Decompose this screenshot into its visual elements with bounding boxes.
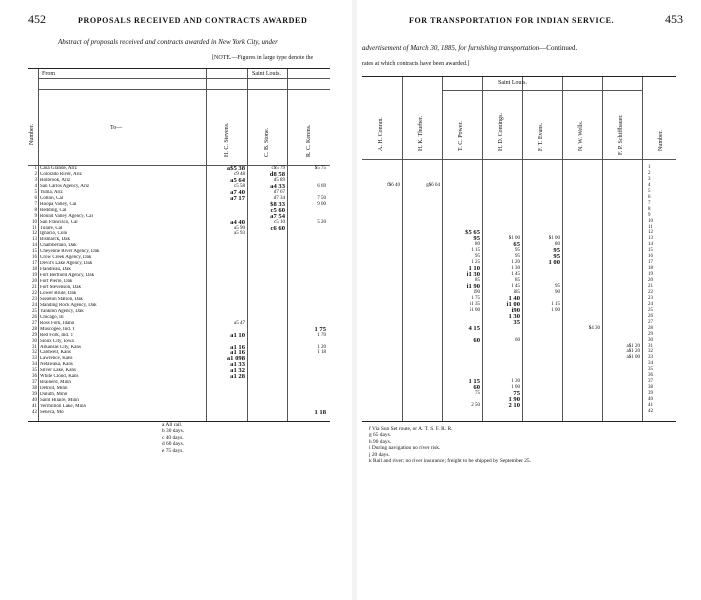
row-number: 11 xyxy=(648,224,653,230)
table-body xyxy=(28,166,330,416)
rate-cell: c9 48 xyxy=(234,171,245,177)
row-number: 31 xyxy=(32,344,37,350)
destination-name: Duluth, Minn xyxy=(40,392,68,398)
destination-name: Lawrence, Kans xyxy=(40,356,73,362)
destination-name: Chamberlain, Dak xyxy=(40,243,77,249)
row-number: 41 xyxy=(32,404,37,409)
row-number: 42 xyxy=(32,409,37,415)
rate-cell: 75 xyxy=(513,390,520,398)
rate-cell: 1 45 xyxy=(511,284,520,289)
row-number: 4 xyxy=(34,183,37,189)
destination-name: Saint Hilaire, Minn xyxy=(40,398,79,404)
row-number: 29 xyxy=(32,332,37,338)
rate-cell: d7 67 xyxy=(273,189,285,195)
destination-name: Bismarck, Dak xyxy=(40,237,70,243)
destination-name: Seneca, Mo xyxy=(40,409,64,415)
row-number: 39 xyxy=(648,391,653,397)
page-number: 453 xyxy=(665,12,683,26)
row-number: 7 xyxy=(648,200,651,206)
rate-cell: c5 10 xyxy=(274,219,285,225)
footnotes xyxy=(369,426,531,464)
destination-name: Colorado River, Ariz xyxy=(40,171,82,177)
destination-name: Colton, Cal xyxy=(40,195,64,201)
row-number: 22 xyxy=(648,289,653,295)
row-number: 35 xyxy=(32,368,37,374)
row-number: 2 xyxy=(34,171,37,177)
row-number: 15 xyxy=(32,249,37,255)
row-number: 41 xyxy=(648,403,653,408)
rate-cell: 1 25 xyxy=(471,260,480,266)
table-row xyxy=(28,410,330,416)
table-caption: Abstract of proposals received and contracts awarded in New York City, under xyxy=(58,38,278,46)
destination-name: San Francisco, Cal xyxy=(40,219,78,225)
rate-cell: 1 20 xyxy=(511,260,520,266)
footnotes xyxy=(162,422,184,454)
row-number: 16 xyxy=(648,254,653,260)
rate-cell: $1 00 xyxy=(508,236,520,242)
rate-cell: 60 xyxy=(515,337,520,343)
table-note: [NOTE.—Figures in large type denote the xyxy=(212,55,314,61)
destination-name: Yuma, Ariz xyxy=(40,189,63,195)
rate-cell: 1 15 xyxy=(468,378,480,386)
rate-cell: c$5 79 xyxy=(271,166,285,171)
destination-name: Redding, Cal xyxy=(40,207,67,213)
rate-cell: 90 xyxy=(555,289,560,295)
destination-name: Detroit, Minn xyxy=(40,386,68,392)
row-number: 40 xyxy=(648,397,653,403)
rate-cell: 95 xyxy=(555,284,560,289)
destination-name: Ross Fork, Idaho xyxy=(40,320,75,326)
table-row xyxy=(362,409,676,415)
rate-cell: 95 xyxy=(515,248,520,254)
footnote: b 30 days. xyxy=(162,428,185,435)
row-number: 32 xyxy=(648,349,653,355)
bidder-header: N. W. Wells. xyxy=(578,120,584,151)
destination-name: Caldwell, Kans xyxy=(40,350,71,356)
row-number: 38 xyxy=(648,385,653,391)
rate-cell: 9 00 xyxy=(317,201,326,207)
row-number: 27 xyxy=(648,319,653,325)
row-number: 23 xyxy=(32,296,37,302)
row-number: 1 xyxy=(34,166,37,171)
row-number: 5 xyxy=(648,188,651,194)
row-number: 18 xyxy=(32,267,37,273)
destination-name: Brainerd, Minn xyxy=(40,380,71,386)
rate-cell: a$1 00 xyxy=(626,355,640,361)
destination-name: Sioux City, Iowa xyxy=(40,338,74,344)
row-number: 2 xyxy=(648,170,651,176)
row-number: 27 xyxy=(32,320,37,326)
rate-cell: 75 xyxy=(475,391,480,397)
footnote: g 65 days. xyxy=(369,432,392,439)
rate-cell: i1 00 xyxy=(506,300,520,308)
footnote: d 60 days. xyxy=(162,441,185,448)
rate-cell: a1 10 xyxy=(230,331,245,339)
destination-name: White Cloud, Kans xyxy=(40,374,79,380)
row-number: 13 xyxy=(32,237,37,243)
row-number: 42 xyxy=(648,408,653,414)
row-number: 8 xyxy=(34,207,37,213)
rate-cell: 5 20 xyxy=(317,219,326,225)
row-number: 22 xyxy=(32,290,37,296)
row-number: 21 xyxy=(32,285,37,290)
rate-cell: 7 50 xyxy=(317,195,326,201)
page-number: 452 xyxy=(28,12,46,26)
rate-cell: 6 69 xyxy=(317,183,326,189)
footnote: c 40 days. xyxy=(162,434,184,441)
row-number: 7 xyxy=(34,201,37,207)
table-caption: advertisement of March 30, 1885, for furnishing transportation—Continued. xyxy=(362,44,578,52)
row-number: 6 xyxy=(648,194,651,200)
rate-cell: d7 34 xyxy=(273,195,285,201)
row-number: 4 xyxy=(648,182,651,188)
bidder-header: H. K. Thurber. xyxy=(418,115,424,151)
footnote: f Via Sun Set route, or A. T. S. F. R. R. xyxy=(369,426,453,432)
row-number: 24 xyxy=(648,301,653,307)
destination-name: Flandreau, Dak xyxy=(40,267,71,273)
bidder-header: F. P. Schiffbauer. xyxy=(618,114,624,155)
table-body xyxy=(362,165,676,415)
destination-name: Cheyenne River Agency, Dak xyxy=(40,249,100,255)
rate-cell: $1 00 xyxy=(548,236,560,242)
rate-cell: a4 33 xyxy=(270,182,285,190)
row-number: 20 xyxy=(32,279,37,285)
row-number: 30 xyxy=(32,338,37,344)
row-number: 28 xyxy=(648,325,653,331)
row-number: 39 xyxy=(32,392,37,398)
rate-cell: a4 40 xyxy=(230,218,245,226)
row-number: 33 xyxy=(648,355,653,361)
rate-cell: 1 20 xyxy=(317,344,326,350)
row-number: 9 xyxy=(648,212,651,218)
right-page xyxy=(357,0,701,600)
destination-name: Arkansas City, Kans xyxy=(40,344,81,350)
row-number: 21 xyxy=(648,284,653,289)
rate-cell: 60 xyxy=(473,384,480,392)
rate-cell: 1 75 xyxy=(471,295,480,301)
footnote: j 20 days. xyxy=(369,451,390,458)
destination-name: Holbrook, Ariz xyxy=(40,177,71,183)
row-number: 37 xyxy=(648,379,653,385)
row-number: 8 xyxy=(648,206,651,212)
row-number: 1 xyxy=(648,165,651,170)
rate-cell: 95 xyxy=(553,253,560,261)
rate-cell: 1 00 xyxy=(551,307,560,313)
destination-name: Crow Creek Agency, Dak xyxy=(40,255,92,261)
rate-cell: i1 00 xyxy=(469,307,480,313)
to-header: To— xyxy=(110,125,123,131)
rate-cell: c5 60 xyxy=(270,206,285,214)
footnote: k Rail and river; no river insurance; freight to be shipped by September 25. xyxy=(369,458,531,465)
destination-name: San Carlos Agency, Ariz xyxy=(40,183,90,189)
rate-cell: 1 40 xyxy=(508,294,520,302)
rate-cell: $5 65 xyxy=(465,229,480,237)
row-number: 28 xyxy=(32,326,37,332)
rate-cell: a1 33 xyxy=(230,361,245,369)
destination-name: Lower Brulé, Dak xyxy=(40,290,77,296)
row-number: 36 xyxy=(648,373,653,379)
rate-cell: 95 xyxy=(475,254,480,260)
rate-cell: 85 xyxy=(475,278,480,284)
destination-name: Muscogee, Ind. T xyxy=(40,326,76,332)
bidder-header: R. C. Kerens. xyxy=(306,124,312,157)
row-number: 25 xyxy=(648,307,653,313)
row-number: 31 xyxy=(648,343,653,349)
row-number: 12 xyxy=(648,230,653,236)
bidder-header: A. H. Conran. xyxy=(378,117,384,151)
rates-table-right xyxy=(362,76,676,422)
row-number: 25 xyxy=(32,308,37,314)
from-header: From xyxy=(42,71,56,77)
row-number: 36 xyxy=(32,374,37,380)
row-number: 14 xyxy=(32,243,37,249)
row-number: 13 xyxy=(648,236,653,242)
rate-cell: a5 93 xyxy=(234,231,245,237)
rate-cell: i1 30 xyxy=(466,271,480,279)
bidder-header: H. C. Stevens. xyxy=(224,122,230,157)
rate-cell: 1 15 xyxy=(551,301,560,307)
rate-cell: 1 10 xyxy=(468,265,480,273)
rate-cell: a$1 20 xyxy=(626,343,640,349)
destination-name: Ignacio, Colo xyxy=(40,231,68,237)
number-header: Number. xyxy=(29,124,35,145)
rate-cell: i90 xyxy=(473,289,480,295)
row-number: 16 xyxy=(32,255,37,261)
rate-cell: a7 54 xyxy=(270,212,285,220)
rate-cell: 1 00 xyxy=(511,385,520,391)
bidder-header: F. T. Evans. xyxy=(538,122,544,151)
destination-name: Yankton Agency, Dak xyxy=(40,308,84,314)
row-number: 10 xyxy=(32,219,37,225)
destination-name: Fort Pierre, Dak xyxy=(40,279,73,285)
row-number: 6 xyxy=(34,195,37,201)
row-number: 37 xyxy=(32,380,37,386)
row-number: 12 xyxy=(32,231,37,237)
destination-name: Devil's Lake Agency, Dak xyxy=(40,261,93,267)
row-number: 3 xyxy=(648,176,651,182)
row-number: 19 xyxy=(648,272,653,278)
rate-cell: 80 xyxy=(555,242,560,248)
row-number: 26 xyxy=(648,313,653,319)
rate-cell: 4 15 xyxy=(468,324,480,332)
row-number: 23 xyxy=(648,295,653,301)
rate-cell: 95 xyxy=(553,247,560,255)
rate-cell: 85 xyxy=(515,278,520,284)
rate-cell: d5 89 xyxy=(273,177,285,183)
row-number: 11 xyxy=(32,225,37,231)
rate-cell: i90 xyxy=(511,306,520,314)
rate-cell: 1 75 xyxy=(314,325,326,333)
destination-name: Standing Rock Agency, Dak xyxy=(40,302,97,308)
footnote: i During navigation no river risk. xyxy=(369,445,441,452)
bidder-header: C. B. Stone. xyxy=(264,127,270,157)
row-number: 5 xyxy=(34,189,37,195)
footnote: a All rail. xyxy=(162,422,183,428)
destination-name: Fort Berthold Agency, Dak xyxy=(40,273,95,279)
rate-cell: c6 60 xyxy=(270,224,285,232)
row-number: 34 xyxy=(32,362,37,368)
footnote: e 75 days. xyxy=(162,447,184,454)
row-number: 14 xyxy=(648,242,653,248)
destination-name: Casa Grande, Ariz xyxy=(40,166,77,171)
destination-name: Red Fork, Ind. T xyxy=(40,332,74,338)
rate-cell: a1 16 xyxy=(230,349,245,357)
rate-cell: 95 xyxy=(473,235,480,243)
rate-cell: g$6 64 xyxy=(426,182,440,188)
row-number: 3 xyxy=(34,177,37,183)
rate-cell: i1 35 xyxy=(469,301,480,307)
row-number: 9 xyxy=(34,213,37,219)
rate-cell: 2 10 xyxy=(508,402,520,409)
destination-name: Round Valley Agency, Cal xyxy=(40,213,93,219)
rate-cell: i1 90 xyxy=(466,283,480,290)
row-number: 40 xyxy=(32,398,37,404)
rate-cell: 1 18 xyxy=(314,408,326,416)
rate-cell: a5 64 xyxy=(230,176,245,184)
rate-cell: a1 28 xyxy=(230,373,245,381)
destination-name: Sisseton Station, Dak xyxy=(40,296,83,302)
number-header: Number. xyxy=(658,130,664,151)
rate-cell: f$6 40 xyxy=(387,182,400,188)
destination-name: Netawaka, Kans xyxy=(40,362,73,368)
rate-cell: a5 47 xyxy=(234,320,245,326)
rate-cell: $8 33 xyxy=(270,200,285,208)
destination-name: Silver Lake, Kans xyxy=(40,368,76,374)
row-number: 32 xyxy=(32,350,37,356)
rate-cell: a1 098 xyxy=(226,355,245,363)
rate-cell: 65 xyxy=(513,241,520,249)
row-number: 20 xyxy=(648,278,653,284)
row-number: 33 xyxy=(32,356,37,362)
rate-cell: a1 16 xyxy=(230,343,245,351)
rate-cell: a1 32 xyxy=(230,367,245,375)
rate-cell: i85 xyxy=(513,289,520,295)
row-number: 17 xyxy=(648,260,653,266)
row-number: 35 xyxy=(648,367,653,373)
rate-cell: d8 58 xyxy=(269,170,285,178)
row-number: 26 xyxy=(32,314,37,320)
rates-table-left xyxy=(28,68,330,422)
rate-cell: $5 75 xyxy=(314,166,326,171)
row-number: 10 xyxy=(648,218,653,224)
rate-cell: c5 58 xyxy=(234,183,245,189)
rate-cell: 35 xyxy=(513,318,520,326)
destination-name: Tulare, Cal xyxy=(40,225,63,231)
rate-cell: 1 70 xyxy=(317,332,326,338)
rate-cell: a5 90 xyxy=(234,225,245,231)
rate-cell: 1 30 xyxy=(511,266,520,272)
row-number: 18 xyxy=(648,266,653,272)
table-note: rates at which contracts have been awarded.] xyxy=(362,61,470,67)
row-number: 29 xyxy=(648,331,653,337)
rate-cell: 1 15 xyxy=(471,248,480,254)
rate-cell: 60 xyxy=(473,336,480,344)
rate-cell: a7 40 xyxy=(230,188,245,196)
row-number: 24 xyxy=(32,302,37,308)
footnote: h 90 days. xyxy=(369,438,392,445)
origin-header: Saint Louis. xyxy=(252,71,282,77)
rate-cell: 95 xyxy=(515,254,520,260)
rate-cell: 1 30 xyxy=(511,379,520,385)
row-number: 15 xyxy=(648,248,653,254)
rate-cell: 1 18 xyxy=(317,350,326,356)
row-number: 34 xyxy=(648,361,653,367)
rate-cell: 1 90 xyxy=(508,396,520,404)
rate-cell: a$1 20 xyxy=(626,349,640,355)
destination-name: Hoopa Valley, Cal xyxy=(40,201,77,207)
destination-name: Chicago, Ill xyxy=(40,314,64,320)
rate-cell: 1 00 xyxy=(548,259,560,267)
rate-cell: $4 30 xyxy=(588,325,600,331)
rate-cell: 2 50 xyxy=(471,403,480,408)
row-number: 30 xyxy=(648,337,653,343)
rate-cell: 80 xyxy=(475,242,480,248)
rate-cell: 1 30 xyxy=(508,312,520,320)
row-number: 17 xyxy=(32,261,37,267)
bidder-header: H. D. Comings. xyxy=(498,113,504,151)
row-number: 19 xyxy=(32,273,37,279)
bidder-header: T. C. Power. xyxy=(458,121,464,151)
rate-cell: a$5 38 xyxy=(226,165,245,172)
rate-cell: 1 45 xyxy=(511,272,520,278)
origin-header: Saint Louis. xyxy=(498,80,528,86)
destination-name: Fort Stevenson, Dak xyxy=(40,285,81,290)
row-number: 38 xyxy=(32,386,37,392)
running-head: FOR TRANSPORTATION FOR INDIAN SERVICE. xyxy=(409,16,615,25)
rate-cell: a7 17 xyxy=(230,194,245,202)
destination-name: Vermillion Lake, Minn xyxy=(40,404,86,409)
running-head: PROPOSALS RECEIVED AND CONTRACTS AWARDED xyxy=(78,16,308,25)
